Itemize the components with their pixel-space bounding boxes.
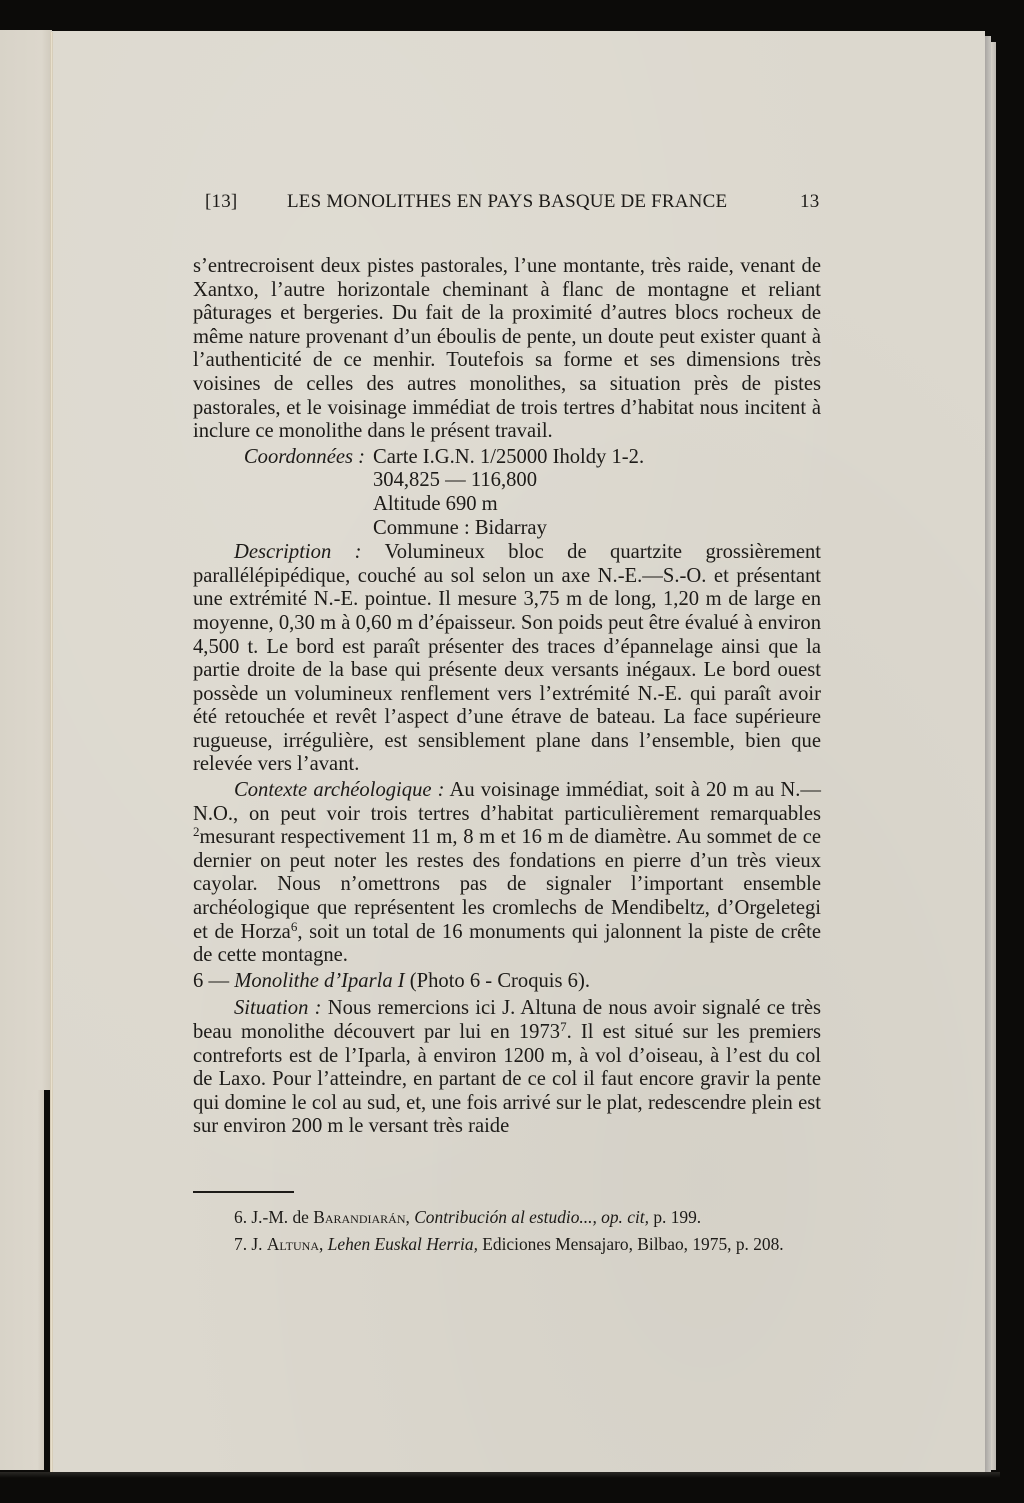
facing-page-edge	[0, 30, 52, 1090]
facing-page-edge-lower	[0, 1090, 44, 1470]
situation-text: . Il est situé sur les premiers contreforts est de l’Iparla, à environ 1200 m, à vol d’oiseau, à l’est du col de Laxo. Pour l’atteindre, en partant de ce col il faut encore gravir la pente qui domine le col au sud, et, une fois arrivé sur le plat, redescendre plein est sur environ 200 m le versant très raide	[193, 1021, 821, 1138]
coordinates-line: Carte I.G.N. 1/25000 Iholdy 1-2.	[373, 445, 645, 468]
coordinates-line: 304,825 — 116,800	[373, 469, 537, 492]
footnote	[193, 1234, 821, 1255]
book-gutter	[50, 32, 53, 1472]
footnote-author-prefix: J.	[251, 1234, 267, 1254]
footnote-title: Contribución al estudio..., op. cit,	[414, 1207, 649, 1227]
context-paragraph	[193, 779, 821, 968]
section-title: Monolithe d’Iparla I	[234, 969, 405, 992]
coordinates-label: Coordonnées :	[243, 445, 365, 468]
running-title: LES MONOLITHES EN PAYS BASQUE DE FRANCE	[287, 191, 728, 212]
footnote-author-prefix: J.-M. de	[251, 1207, 314, 1227]
paragraph-continuation: s’entrecroisent deux pistes pastorales, l’une montante, très raide, venant de Xantxo, l’autre horizontale cheminant à flanc de montagne et reliant pâturages et bergeries. Du fait de la proximité d’autres blocs rocheux de même nature provenant d’un éboulis de pente, un doute peut exister quant à l’authenticité de ce menhir. Toutefois sa forme et ses dimensions très voisines de celles des autres monolithes, sa situation près de pistes pastorales, et le voisinage immédiat de trois tertres d’habitat nous incitent à inclure ce monolithe dans le présent travail.	[193, 255, 821, 443]
section-suffix: (Photo 6 - Croquis 6).	[404, 969, 590, 992]
footnote-ref: 2	[193, 824, 200, 840]
footnote-number: 6.	[234, 1207, 248, 1227]
situation-text: Nous remercions ici J. Altuna de nous avoir signalé ce très beau monolithe découvert par lui en 1973	[193, 997, 821, 1043]
section-heading	[193, 970, 821, 994]
footnote-sep: ,	[405, 1207, 415, 1227]
page-stack-edge-back	[991, 42, 996, 1470]
description-text: Volumineux bloc de quartzite grossièrement parallélépipédique, couché au sol selon un axe N.-E.—S.-O. et présentant une extrémité N.-E. pointue. Il mesure 3,75 m de long, 1,20 m de large en moyenne, 0,30 m à 0,60 m d’épaisseur. Son poids peut être évalué à environ 4,500 t. Le bord est paraît présenter des traces d’épannelage ainsi que la partie droite de la base qui présente deux versants inégaux. Le bord ouest possède un volumineux renflement vers l’extrémité N.-E. qui paraît avoir été retouchée et revêt l’aspect d’une étrave de bateau. La face supérieure rugueuse, irrégulière, est sensiblement plane dans l’ensemble, bien que relevée vers l’avant.	[193, 541, 821, 776]
coordinates-line: Commune : Bidarray	[373, 516, 547, 539]
footnote-sep: ,	[319, 1234, 328, 1254]
footnote-rule	[193, 1191, 294, 1193]
footnote-author: Barandiarán	[313, 1207, 406, 1227]
context-label: Contexte archéologique :	[234, 779, 445, 802]
footnote-title: Lehen Euskal Herria,	[327, 1234, 478, 1254]
coordinates-line: Altitude 690 m	[373, 492, 498, 515]
footnote	[193, 1207, 821, 1228]
footnote-rest: p. 199.	[648, 1207, 702, 1227]
section-number: 6 —	[193, 969, 235, 992]
situation-label: Situation :	[234, 997, 322, 1020]
footnotes	[193, 1207, 821, 1261]
footnote-number: 7.	[234, 1234, 248, 1254]
section-reference: [13]	[205, 191, 238, 212]
footnote-ref: 6	[290, 918, 298, 934]
description-label: Description :	[234, 541, 362, 564]
footnote-rest: Ediciones Mensajaro, Bilbao, 1975, p. 208.	[477, 1234, 784, 1254]
footnote-author: Altuna	[266, 1234, 319, 1254]
body-text	[193, 255, 821, 1139]
coordinates-block	[193, 446, 821, 540]
context-text: mesurant respectivement 11 m, 8 m et 16 m de diamètre. Au sommet de ce dernier on peut noter les restes des fondations en pierre d’un très vieux cayolar. Nous n’omettrons pas de signaler l’important ensemble archéologique que représentent les cromlechs de Mendibeltz, d’Orgeletegi et de Horza	[193, 826, 821, 943]
description-paragraph	[193, 541, 821, 777]
page-shadow	[0, 1472, 1000, 1478]
situation-paragraph	[193, 997, 821, 1139]
context-text: , soit un total de 16 monuments qui jalonnent la piste de crête de cette montagne.	[193, 920, 822, 967]
running-head	[0, 191, 1024, 221]
context-text: Au voisinage immédiat, soit à 20 m au N.—N.O., on peut voir trois tertres d’habitat particulièrement remarquables	[193, 779, 821, 825]
footnote-ref: 7	[560, 1019, 567, 1034]
page-number: 13	[800, 191, 820, 212]
